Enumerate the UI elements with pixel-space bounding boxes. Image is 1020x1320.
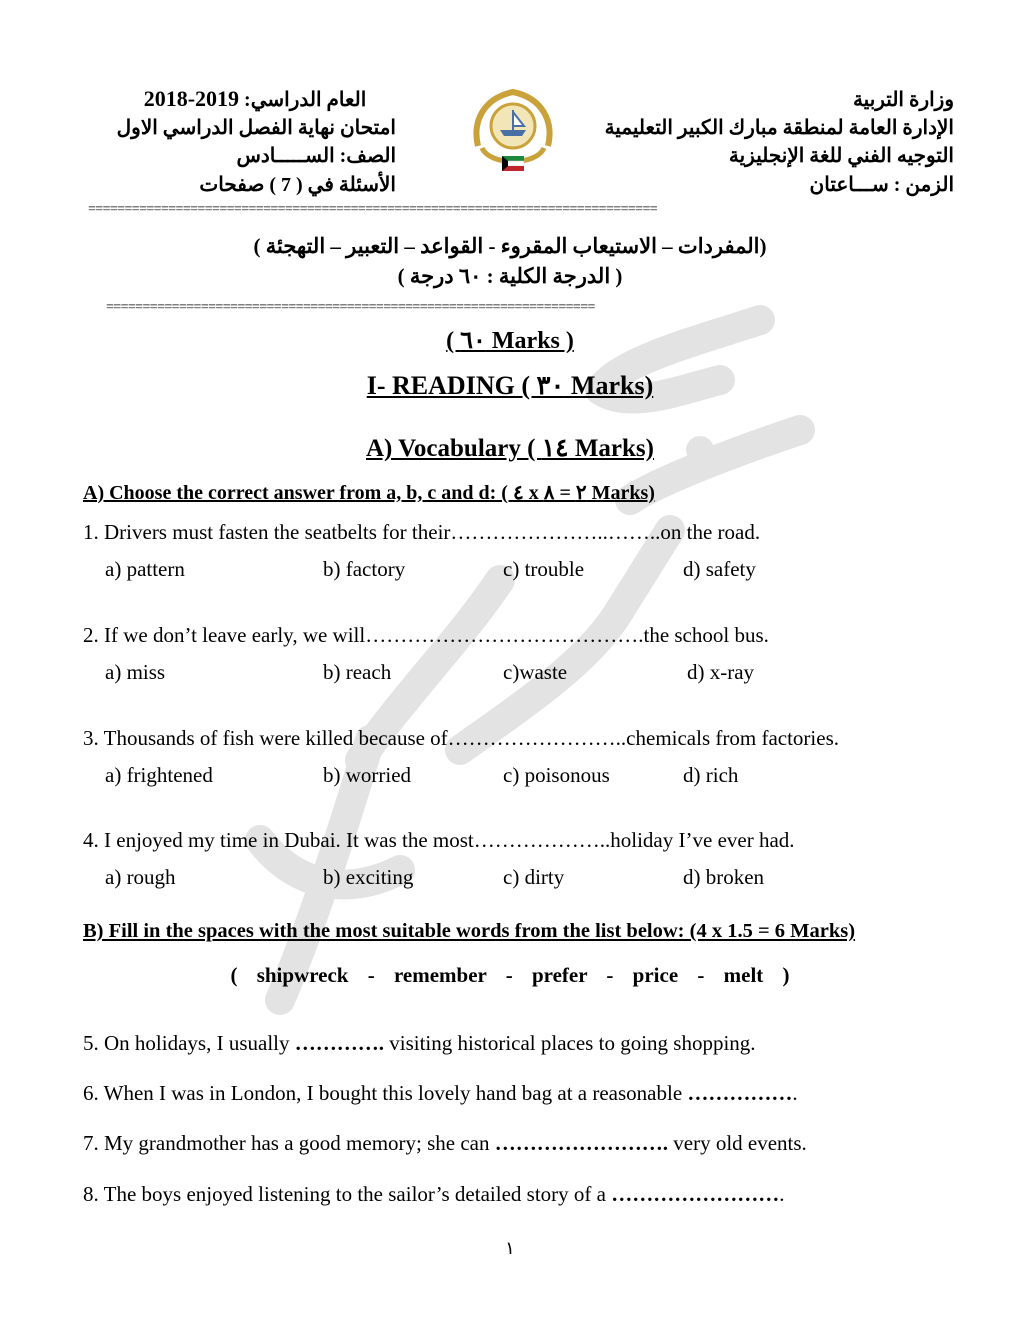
q2-option-c[interactable]: c)waste [503,660,568,684]
q3-option-c[interactable]: c) poisonous [503,763,610,787]
sentence-8-blank[interactable]: …………………… [611,1182,780,1206]
sentence-5-blank[interactable]: …………. [294,1031,384,1055]
sentence-7 [83,1131,807,1156]
total-marks: ( ٦٠ Marks ) [446,328,574,354]
sentence-6-start: 6. When I was in London, I bought this lovely hand bag at a reasonable [83,1081,688,1105]
sentence-5-end: visiting historical places to going shopping. [383,1031,756,1055]
grade: الصف: الســـــادس [236,145,396,167]
question-1: 1. Drivers must fasten the seatbelts for their…………………..……..on the road. [83,520,761,544]
sentence-8-start: 8. The boys enjoyed listening to the sailor’s detailed story of a [83,1182,612,1206]
question-2: 2. If we don’t leave early, we will………………………………….the school bus. [83,623,769,647]
q3-option-a[interactable]: a) frightened [105,763,213,787]
sentence-6 [83,1081,798,1106]
question-4: 4. I enjoyed my time in Dubai. It was the most………………..holiday I’ve ever had. [83,828,795,852]
q2-option-a[interactable]: a) miss [105,660,166,684]
academic-year-value: 2019-2018 [143,86,240,111]
sentence-8 [83,1182,784,1207]
reading-section-title: I- READING ( ٣٠ Marks) [366,371,654,400]
header-separator: ============================================================================== [88,202,658,217]
q3-option-b[interactable]: b) worried [323,763,412,787]
q1-option-c[interactable]: c) trouble [503,557,585,581]
q2-option-b[interactable]: b) reach [323,660,392,684]
emblem-icon [470,86,556,182]
q1-option-b[interactable]: b) factory [323,557,406,581]
ministry-name: وزارة التربية [852,89,954,111]
question-3: 3. Thousands of fish were killed because of……………………..chemicals from factories. [83,726,839,750]
education-district: الإدارة العامة لمنطقة مبارك الكبير التعليمية [604,117,954,139]
q4-option-d[interactable]: d) broken [683,865,765,889]
sentence-6-end: . [792,1081,798,1105]
sentence-7-blank[interactable]: ……………………. [494,1131,668,1155]
q1-option-a[interactable]: a) pattern [105,557,185,581]
total-grade: ( الدرجة الكلية : ٦٠ درجة ) [397,264,623,288]
sentence-7-end: very old events. [668,1131,807,1155]
q4-option-c[interactable]: c) dirty [503,865,565,889]
q3-option-d[interactable]: d) rich [683,763,739,787]
header-separator-2: =================================================================== [106,300,595,315]
sentence-5-start: 5. On holidays, I usually [83,1031,295,1055]
vocabulary-title: A) Vocabulary ( ١٤ Marks) [366,435,654,462]
sentence-8-end: . [779,1182,785,1206]
exam-skills: (المفردات – الاستيعاب المقروء - القواعد – التعبير – التهجئة ) [253,234,767,258]
page-number: ١ [505,1238,515,1258]
q1-option-d[interactable]: d) safety [683,557,756,581]
section-a-instruction: A) Choose the correct answer from a, b, c and d: ( ٤ x ٢ = ٨ Marks) [83,482,655,504]
academic-year-label: العام الدراسي: [244,89,367,111]
q4-option-a[interactable]: a) rough [105,865,176,889]
exam-title: امتحان نهاية الفصل الدراسي الاول [116,117,396,139]
exam-duration: الزمن : ســـاعتان [809,174,954,196]
sentence-7-start: 7. My grandmother has a good memory; she can [83,1131,495,1155]
supervision-dept: التوجيه الفني للغة الإنجليزية [728,145,954,167]
q2-option-d[interactable]: d) x-ray [687,660,755,684]
kuwait-emblem [470,86,556,187]
word-list: ( shipwreck - remember - prefer - price - melt ) [230,963,790,987]
sentence-6-blank[interactable]: …………… [687,1081,793,1105]
section-b-instruction: B) Fill in the spaces with the most suitable words from the list below: (4 x 1.5 = 6 Marks) [83,920,856,942]
q4-option-b[interactable]: b) exciting [323,865,414,889]
page-count: الأسئلة في ( 7 ) صفحات [199,174,396,196]
academic-year [110,86,400,112]
sentence-5 [83,1031,756,1056]
